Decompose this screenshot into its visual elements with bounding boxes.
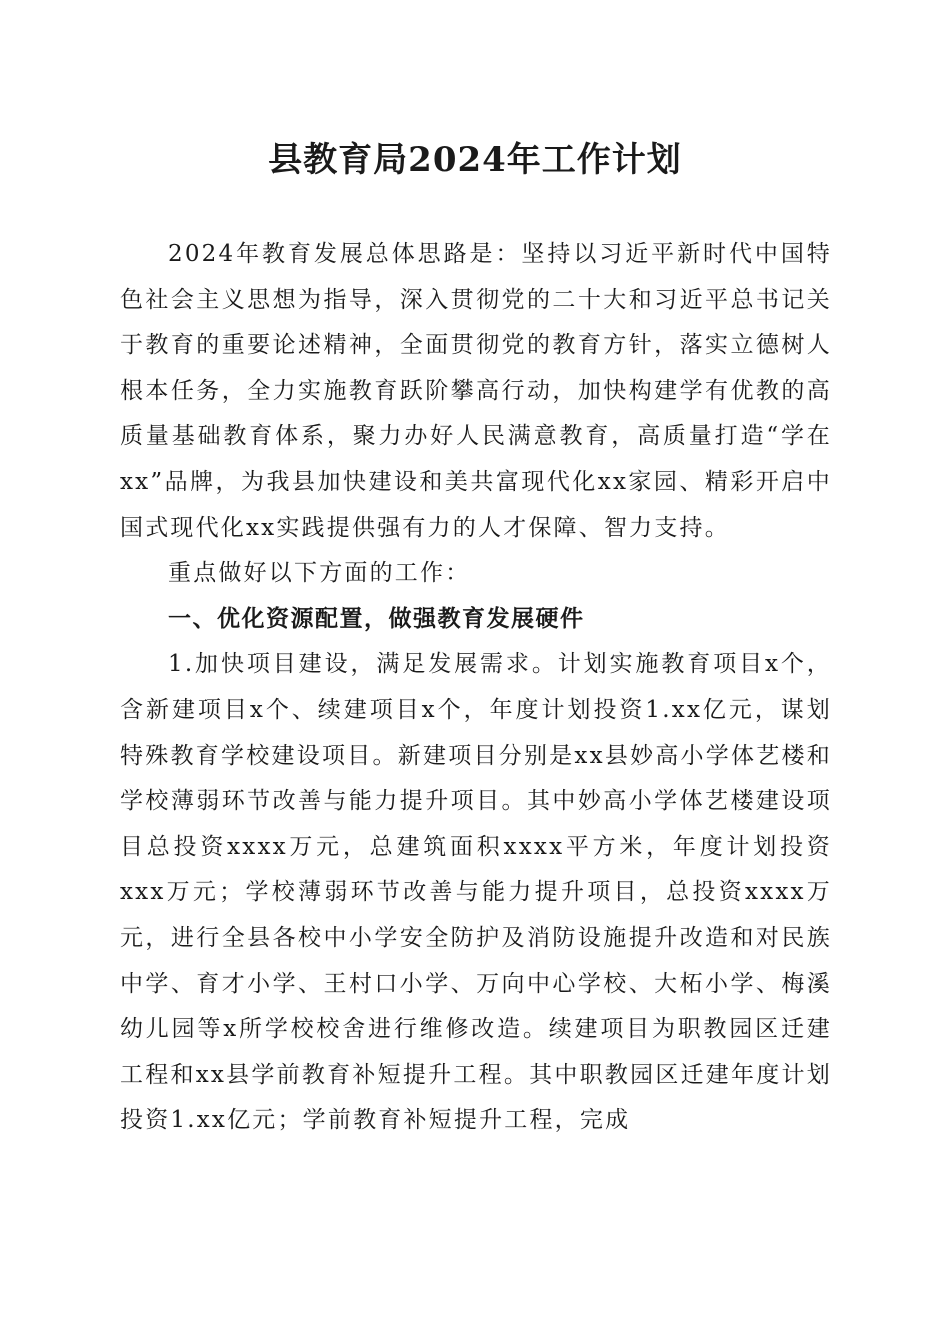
section-heading-1: 一、优化资源配置，做强教育发展硬件 [168,605,585,632]
paragraph-key-work-intro: 重点做好以下方面的工作： [168,560,471,587]
document-title: 县教育局2024年工作计划 [268,140,682,180]
paragraph-overall-approach: 2024年教育发展总体思路是：坚持以习近平新时代中国特色社会主义思想为指导，深入贯彻党的二十大和习近平总书记关于教育的重要论述精神，全面贯彻党的教育方针，落实立德树人根本任务，全力实施教育跃阶攀高行动，加快构建学有优教的高质量基础教育体系，聚力办好人民满意教育，高质量打造“学在xx”品牌，为我县加快建设和美共富现代化xx家园、精彩开启中国式现代化xx实践提供强有力的人才保障、智力支持。 [120,241,832,541]
paragraph-project-construction: 1.加快项目建设，满足发展需求。计划实施教育项目x个，含新建项目x个、续建项目x个，年度计划投资1.xx亿元，谋划特殊教育学校建设项目。新建项目分别是xx县妙高小学体艺楼和学校薄弱环节改善与能力提升项目。其中妙高小学体艺楼建设项目总投资xxxx万元，总建筑面积xxxx平方米，年度计划投资xxx万元；学校薄弱环节改善与能力提升项目，总投资xxxx万元，进行全县各校中小学安全防护及消防设施提升改造和对民族中学、育才小学、王村口小学、万向中心学校、大柘小学、梅溪幼儿园等x所学校校舍进行维修改造。续建项目为职教园区迁建工程和xx县学前教育补短提升工程。其中职教园区迁建年度计划投资1.xx亿元；学前教育补短提升工程，完成 [120,651,832,1134]
document-body [120,232,832,1144]
